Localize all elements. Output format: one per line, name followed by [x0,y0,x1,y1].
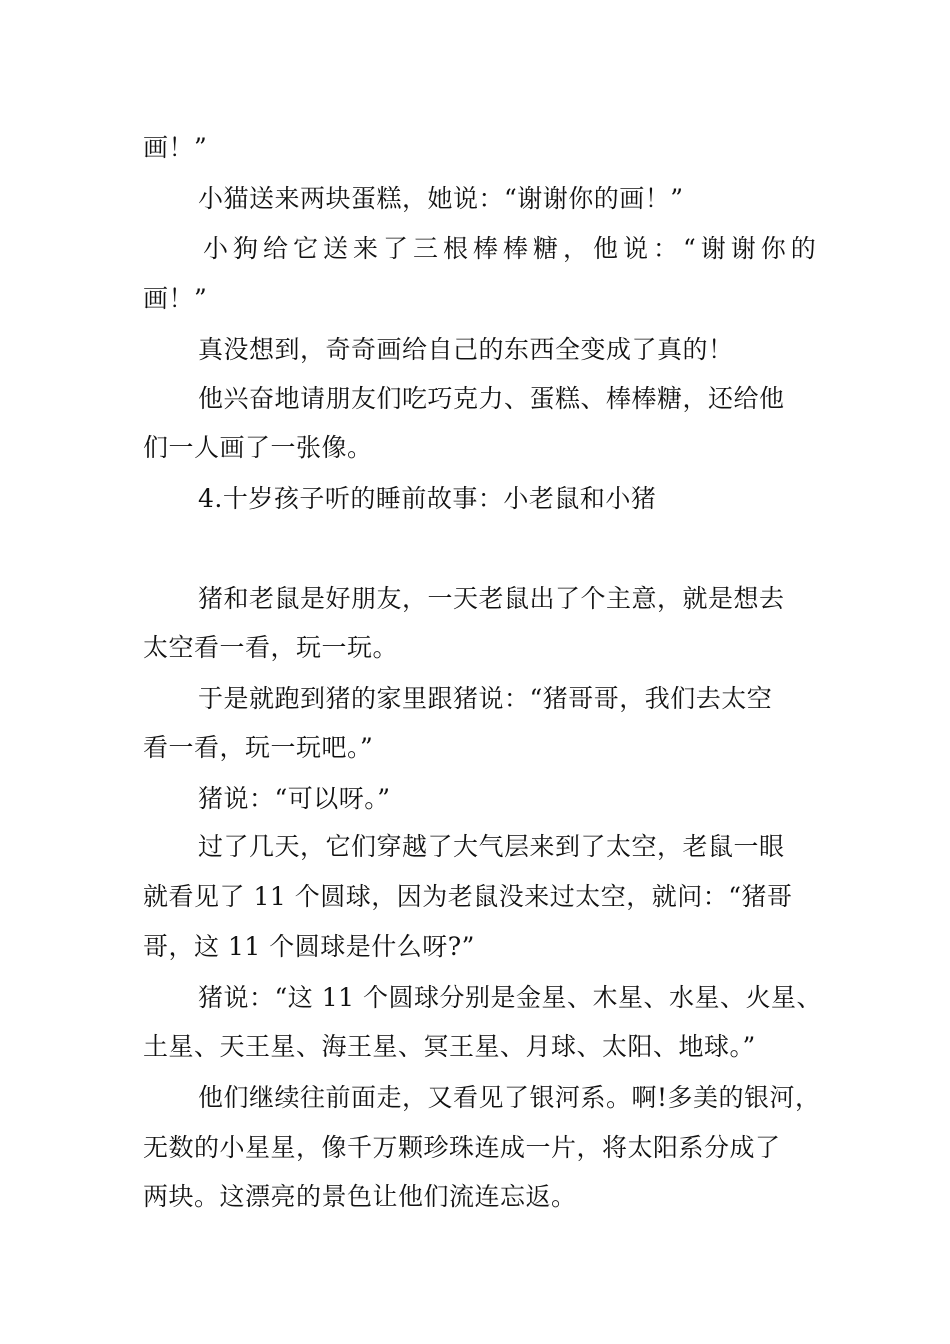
text-line: 小猫送来两块蛋糕，她说：“谢谢你的画！” [198,184,684,213]
text-line: 画！” [143,284,208,313]
text-line: 就看见了 11 个圆球，因为老鼠没来过太空，就问：“猪哥 [143,882,793,911]
text-line: 真没想到，奇奇画给自己的东西全变成了真的！ [198,335,734,364]
text-line: 哥，这 11 个圆球是什么呀?” [143,932,475,961]
text-line: 土星、天王星、海王星、冥王星、月球、太阳、地球。” [143,1032,756,1061]
text-line: 看一看，玩一玩吧。” [143,733,374,762]
text-line: 画！” [143,133,208,162]
text-line: 们一人画了一张像。 [143,433,373,462]
text-line: 两块。这漂亮的景色让他们流连忘返。 [143,1182,577,1211]
text-line: 他兴奋地请朋友们吃巧克力、蛋糕、棒棒糖，还给他 [198,384,785,413]
text-line: 他们继续往前面走，又看见了银河系。啊!多美的银河， [198,1083,821,1112]
text-line: 无数的小星星，像千万颗珍珠连成一片，将太阳系分成了 [143,1133,781,1162]
text-line: 小狗给它送来了三根棒棒糖，他说：“谢谢你的 [203,234,821,263]
section-heading: 4.十岁孩子听的睡前故事：小老鼠和小猪 [198,484,657,513]
text-line: 过了几天，它们穿越了大气层来到了太空，老鼠一眼 [198,832,785,861]
text-line: 太空看一看，玩一玩。 [143,633,399,662]
text-line: 猪和老鼠是好朋友，一天老鼠出了个主意，就是想去 [198,584,785,613]
text-line: 于是就跑到猪的家里跟猪说：“猪哥哥，我们去太空 [198,684,773,713]
text-line: 猪说：“这 11 个圆球分别是金星、木星、水星、火星、 [198,983,822,1012]
text-line: 猪说：“可以呀。” [198,784,391,813]
